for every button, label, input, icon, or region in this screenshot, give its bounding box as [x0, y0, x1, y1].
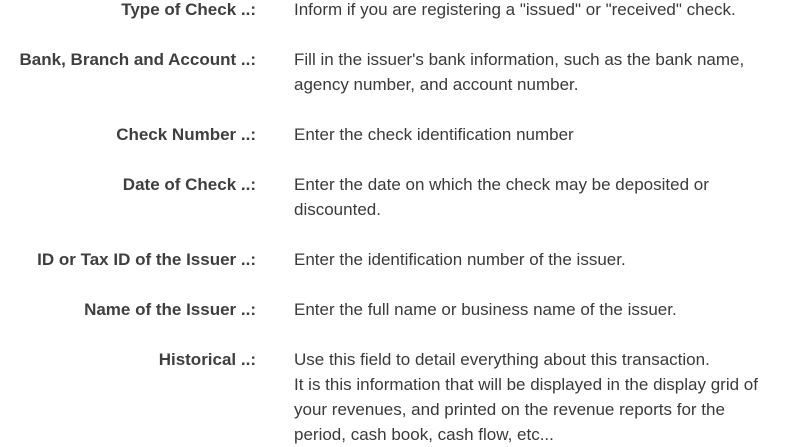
- description-line: Use this field to detail everything about this transaction.: [294, 350, 710, 369]
- description-line: period, cash book, cash flow, etc...: [294, 425, 554, 444]
- field-description: [294, 247, 787, 272]
- description-line: Fill in the issuer's bank information, such as the bank name,: [294, 50, 745, 69]
- description-line: your revenues, and printed on the revenue reports for the: [294, 400, 725, 419]
- help-row-issuer-id: [0, 247, 787, 272]
- field-description: [294, 122, 787, 147]
- help-row-issuer-name: [0, 297, 787, 322]
- field-label: Check Number ..:: [116, 125, 256, 144]
- field-description: [294, 47, 787, 97]
- field-label: ID or Tax ID of the Issuer ..:: [37, 250, 256, 269]
- field-description: [294, 0, 787, 22]
- field-label: Date of Check ..:: [122, 175, 256, 194]
- description-line: Enter the date on which the check may be deposited or: [294, 175, 709, 194]
- description-line: discounted.: [294, 200, 381, 219]
- description-line: agency number, and account number.: [294, 75, 579, 94]
- help-row-bank-branch-account: [0, 47, 787, 97]
- field-description: [294, 297, 787, 322]
- field-label: Name of the Issuer ..:: [84, 300, 256, 319]
- field-description: [294, 347, 787, 447]
- description-line: Enter the full name or business name of the issuer.: [294, 300, 677, 319]
- field-label: Historical ..:: [158, 350, 256, 369]
- help-row-historical: [0, 347, 787, 447]
- field-description: [294, 172, 787, 222]
- help-row-check-number: [0, 122, 787, 147]
- description-line: It is this information that will be displayed in the display grid of: [294, 375, 758, 394]
- description-line: Enter the check identification number: [294, 125, 574, 144]
- help-row-date-of-check: [0, 172, 787, 222]
- field-label: Bank, Branch and Account ..:: [19, 50, 256, 69]
- description-line: Inform if you are registering a "issued" or "received" check.: [294, 0, 736, 19]
- field-label: Type of Check ..:: [121, 0, 256, 19]
- description-line: Enter the identification number of the issuer.: [294, 250, 626, 269]
- help-row-type-of-check: [0, 0, 787, 22]
